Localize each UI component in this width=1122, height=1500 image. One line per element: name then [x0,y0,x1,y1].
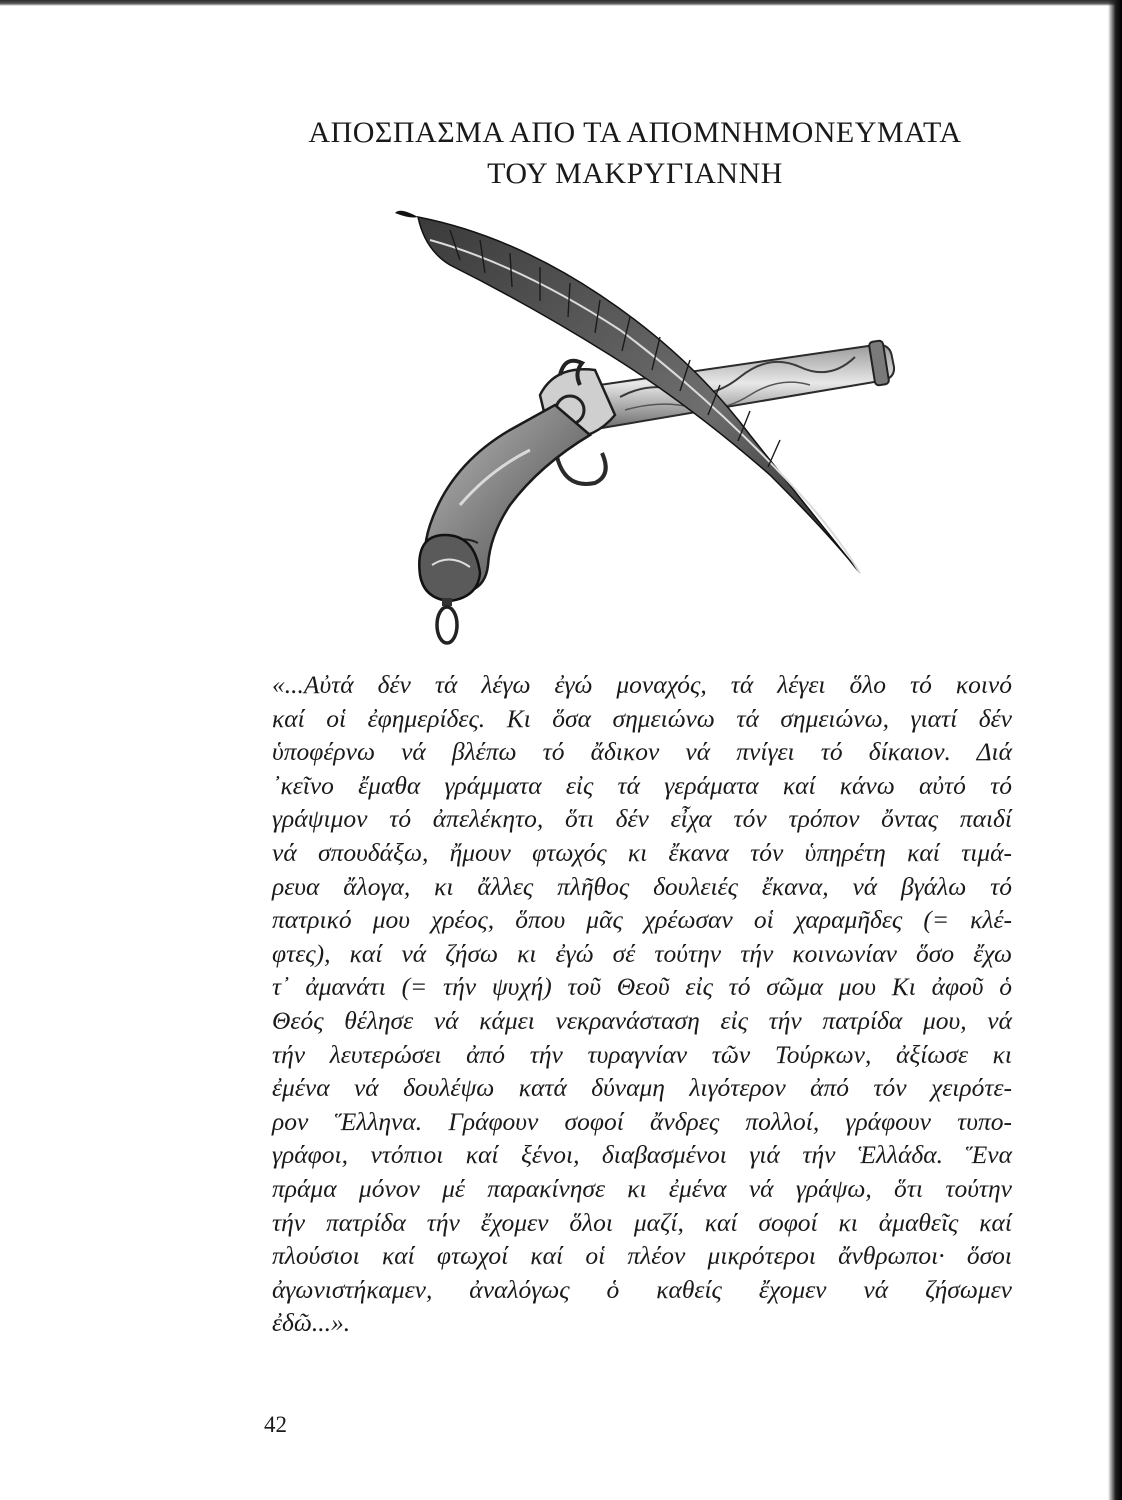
page-number: 42 [264,1412,287,1437]
passage-line: πλούσιοι καί φτωχοί καί οἱ πλέον μικρότεροι ἄνθρωποι· ὅσοι [272,1241,1012,1271]
passage-line: ἐμένα νά δουλέψω κατά δύναμη λιγότερον ἀπό τόν χειρότε- [272,1073,1012,1103]
passage-line: γράφοι, ντόπιοι καί ξένοι, διαβασμένοι γιά τήν Ἑλλάδα. Ἕνα [272,1140,1012,1170]
title-line-1: ΑΠΟΣΠΑΣΜΑ ΑΠΟ ΤΑ ΑΠΟΜΝΗΜΟΝΕΥΜΑΤΑ [308,116,962,149]
passage-line: «...Αὐτά δέν τά λέγω ἐγώ μοναχός, τά λέγει ὅλο τό κοινό [272,670,1012,699]
title-line-2: ΤΟΥ ΜΑΚΡΥΓΙΑΝΝΗ [487,157,783,190]
passage-line: πράμα μόνον μέ παρακίνησε κι ἐμένα νά γράψω, ὅτι τούτην [272,1173,1012,1203]
passage-line: τήν πατρίδα τήν ἔχομεν ὅλοι μαζί, καί σοφοί κι ἀμαθεῖς καί [272,1207,1012,1237]
passage-line: ἀγωνιστήκαμεν, ἀναλόγως ὁ καθείς ἔχομεν νά ζήσωμεν [272,1274,1012,1304]
passage-line: ρον Ἕλληνα. Γράφουν σοφοί ἄνδρες πολλοί, γράφουν τυπο- [272,1106,1012,1136]
passage-line: ἐδῶ...». [272,1308,351,1338]
passage-line: καί οἱ ἐφημερίδες. Κι ὅσα σημειώνω τά σημειώνω, γιατί δέν [272,703,1012,733]
passage-line: νά σπουδάξω, ἤμουν φτωχός κι ἔκανα τόν ὑπηρέτη καί τιμά- [272,837,1012,867]
passage-line: Θεός θέλησε νά κάμει νεκρανάσταση εἰς τήν πατρίδα μου, νά [272,1005,1012,1035]
passage-line: γράψιμον τό ἀπελέκητο, ὅτι δέν εἶχα τόν τρόπον ὄντας παιδί [272,804,1012,834]
quoted-passage [272,668,1012,1340]
passage-line: ᾿κεῖνο ἔμαθα γράμματα εἰς τά γεράματα καί κάνω αὐτό τό [272,770,1012,800]
scan-edge-right [1108,0,1122,1500]
scan-edge-top [0,0,1122,6]
passage-line: φτες), καί νά ζήσω κι ἐγώ σέ τούτην τήν κοινωνίαν ὅσο ἔχω [272,938,1012,968]
passage-line: τήν λευτερώσει ἀπό τήν τυραγνίαν τῶν Τούρκων, ἀξίωσε κι [272,1039,1012,1069]
quill-and-pistol-illustration [390,205,900,650]
passage-line: ρευα ἄλογα, κι ἄλλες πλῆθος δουλειές ἔκανα, νά βγάλω τό [272,871,1012,901]
page-title [200,112,1070,194]
passage-line: ὑποφέρνω νά βλέπω τό ἄδικον νά πνίγει τό δίκαιον. Διά [272,737,1012,767]
passage-line: τ᾿ ἀμανάτι (= τήν ψυχή) τοῦ Θεοῦ εἰς τό σῶμα μου Κι ἀφοῦ ὁ [272,972,1012,1002]
passage-line: πατρικό μου χρέος, ὅπου μᾶς χρέωσαν οἱ χαραμῆδες (= κλέ- [272,905,1012,935]
